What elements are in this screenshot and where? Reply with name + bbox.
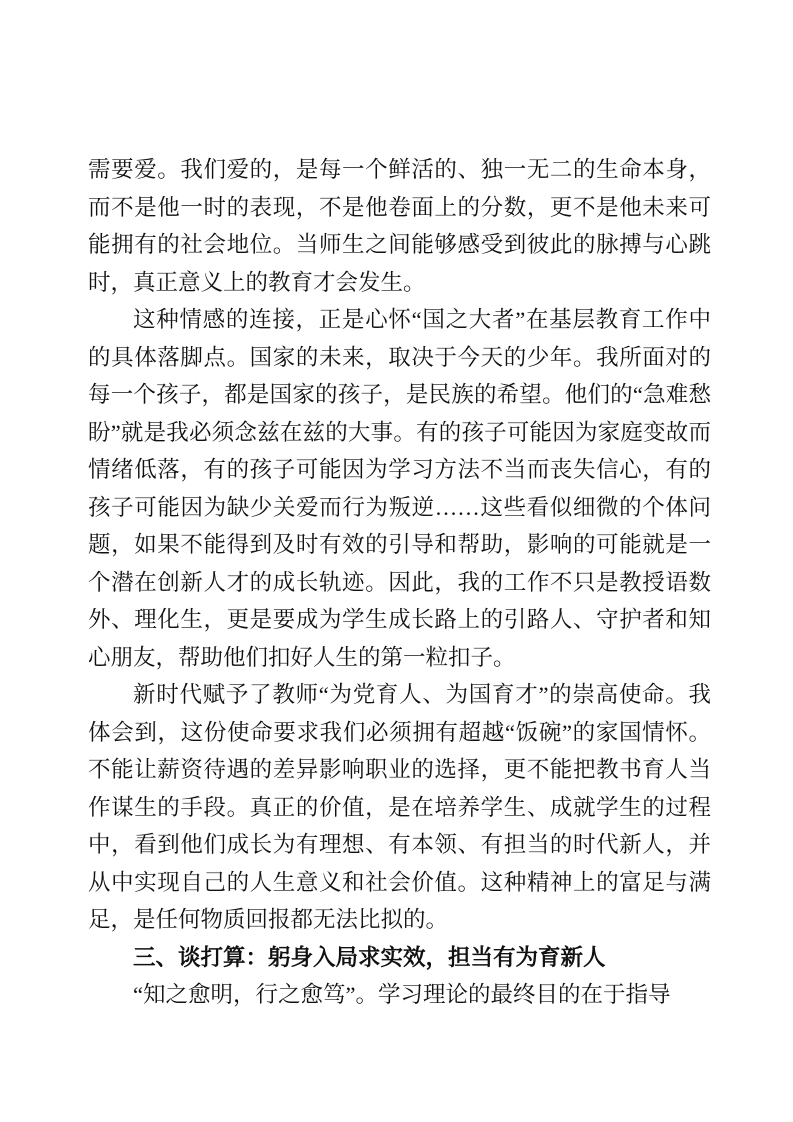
document-body	[88, 151, 711, 1014]
paragraph-new-era-mission: 新时代赋予了教师“为党育人、为国育才”的崇高使命。我体会到，这份使命要求我们必须拥有超越“饭碗”的家国情怀。不能让薪资待遇的差异影响职业的选择，更不能把教书育人当作谋生的手段。真正的价值，是在培养学生、成就学生的过程中，看到他们成长为有理想、有本领、有担当的时代新人，并从中实现自己的人生意义和社会价值。这种精神上的富足与满足，是任何物质回报都无法比拟的。	[88, 682, 711, 932]
paragraph-theory-practice: “知之愈明，行之愈笃”。学习理论的最终目的在于指导	[133, 982, 671, 1007]
paragraph-emotional-connection: 这种情感的连接，正是心怀“国之大者”在基层教育工作中的具体落脚点。国家的未来，取决于今天的少年。我所面对的每一个孩子，都是国家的孩子，是民族的希望。他们的“急难愁盼”就是我必须念兹在兹的大事。有的孩子可能因为家庭变故而情绪低落，有的孩子可能因为学习方法不当而丧失信心，有的孩子可能因为缺少关爱而行为叛逆……这些看似细微的个体问题，如果不能得到及时有效的引导和帮助，影响的可能就是一个潜在创新人才的成长轨迹。因此，我的工作不只是教授语数外、理化生，更是要成为学生成长路上的引路人、守护者和知心朋友，帮助他们扣好人生的第一粒扣子。	[88, 307, 711, 670]
paragraph-continuation: 需要爱。我们爱的，是每一个鲜活的、独一无二的生命本身，而不是他一时的表现，不是他卷面上的分数，更不是他未来可能拥有的社会地位。当师生之间能够感受到彼此的脉搏与心跳时，真正意义上的教育才会发生。	[88, 157, 711, 295]
section-heading-three: 三、谈打算：躬身入局求实效，担当有为育新人	[133, 944, 606, 970]
